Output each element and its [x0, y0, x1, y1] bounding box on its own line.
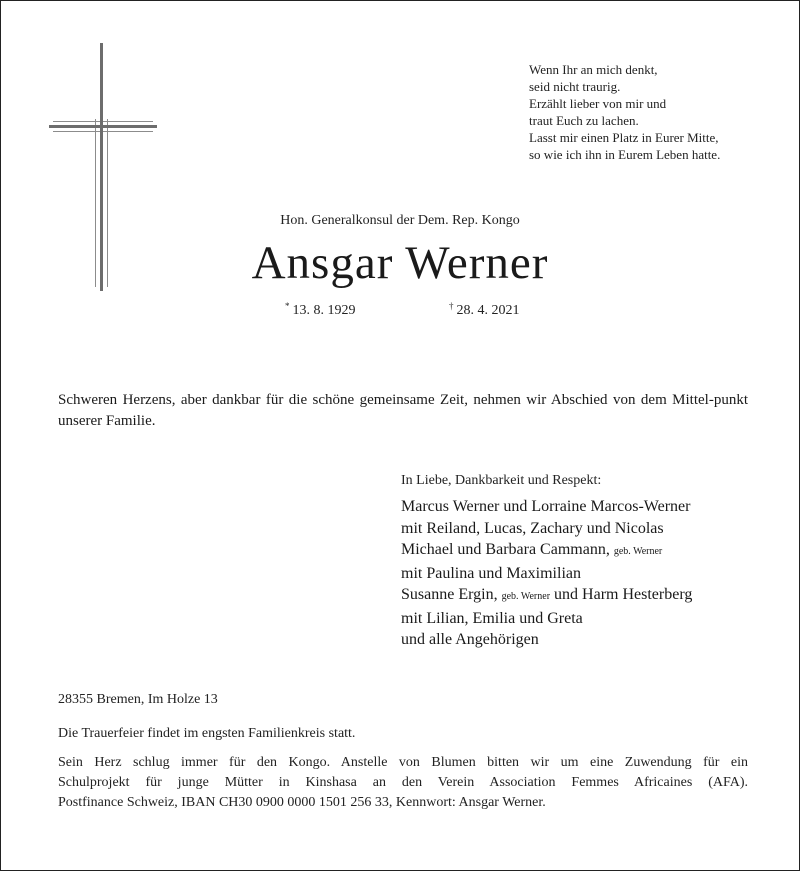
- intro-text: Schweren Herzens, aber dankbar für die schöne gemeinsame Zeit, nehmen wir Abschied von dem Mittel-punkt unserer Familie.: [58, 392, 748, 429]
- family-line: mit Reiland, Lucas, Zachary und Nicolas: [401, 519, 664, 537]
- family-heading: In Liebe, Dankbarkeit und Respekt:: [401, 473, 602, 488]
- poem-line: Wenn Ihr an mich denkt,: [529, 62, 658, 77]
- donation-line: Schulprojekt für junge Mütter in Kinshasa an den Verein Association Femmes Africaines (AFA).: [58, 775, 748, 790]
- birth-symbol: *: [285, 301, 290, 311]
- family-line: und alle Angehörigen: [401, 631, 539, 648]
- donation-line: Sein Herz schlug immer für den Kongo. Anstelle von Blumen bitten wir um eine Zuwendung für ein: [58, 755, 748, 770]
- deceased-title: Hon. Generalkonsul der Dem. Rep. Kongo: [280, 213, 520, 228]
- poem-line: Lasst mir einen Platz in Eurer Mitte,: [529, 130, 719, 145]
- family-line: mit Paulina und Maximilian: [401, 564, 581, 582]
- maiden-name: geb. Werner: [613, 546, 663, 557]
- family-line: mit Lilian, Emilia und Greta: [401, 609, 583, 627]
- death-symbol: †: [449, 301, 454, 311]
- family-line: Marcus Werner und Lorraine Marcos-Werner: [401, 498, 691, 515]
- poem-line: so wie ich ihn in Eurem Leben hatte.: [529, 147, 721, 162]
- poem-line: Erzählt lieber von mir und: [529, 96, 667, 111]
- deceased-name: Ansgar Werner: [251, 237, 549, 289]
- poem-line: seid nicht traurig.: [529, 79, 621, 94]
- family-line: [401, 584, 771, 608]
- family-list: [401, 496, 771, 651]
- poem: [529, 61, 769, 163]
- birth-date-value: 13. 8. 1929: [292, 303, 356, 318]
- birth-date: [285, 301, 356, 319]
- family-names: Susanne Ergin,: [401, 586, 498, 603]
- family-names: Michael und Barbara Cammann,: [401, 541, 610, 558]
- service-note: Die Trauerfeier findet im engsten Familienkreis statt.: [58, 726, 356, 741]
- address: 28355 Bremen, Im Holze 13: [58, 692, 218, 707]
- donation-line: Postfinance Schweiz, IBAN CH30 0900 0000 1501 256 33, Kennwort: Ansgar Werner.: [58, 795, 546, 810]
- death-date: [449, 301, 520, 319]
- family-line: [401, 539, 771, 563]
- poem-line: traut Euch zu lachen.: [529, 113, 639, 128]
- maiden-name: geb. Werner: [501, 591, 551, 602]
- family-names: und Harm Hesterberg: [554, 586, 693, 603]
- donation-note: [58, 753, 748, 813]
- death-date-value: 28. 4. 2021: [456, 303, 520, 318]
